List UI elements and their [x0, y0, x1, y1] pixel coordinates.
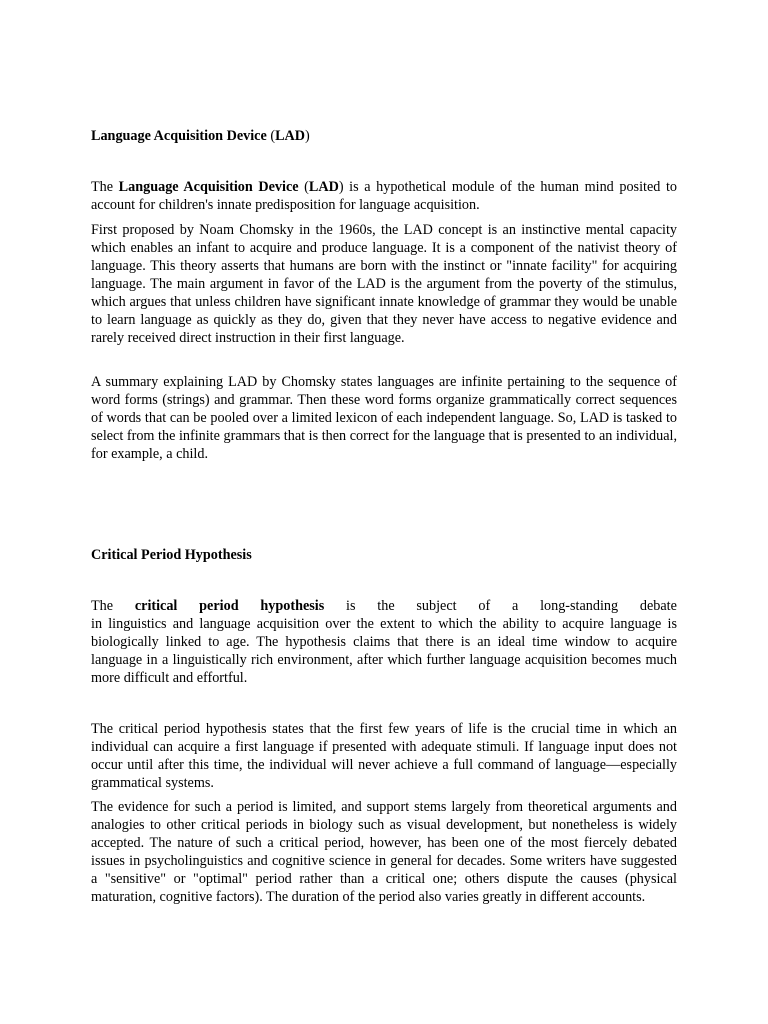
heading-lad-open: ( — [266, 128, 276, 144]
cp-p1-w11: debate — [639, 598, 677, 614]
cp-paragraph-1 — [91, 597, 677, 687]
cp-p1-w10: long-standing — [540, 598, 619, 614]
cp-p1-w4: hypothesis — [260, 598, 325, 614]
cp-p1-w7: subject — [416, 598, 457, 614]
lad-paragraph-1 — [91, 178, 677, 214]
cp-p1-w1: The — [91, 598, 114, 614]
lad-p1-term: Language Acquisition Device — [118, 179, 299, 195]
lad-p1-abbr: LAD — [308, 179, 339, 195]
lad-paragraph-2: First proposed by Noam Chomsky in the 1960s, the LAD concept is an instinctive mental capacity which enables an infant to acquire and produce language. It is a component of the nativist theory of language. This theory asserts that humans are born with the instinct or "innate facility" for acquiring language. The main argument in favor of the LAD is the argument from the poverty of the stimulus, which argues that unless children have significant innate knowledge of grammar they would be unable to learn language as quickly as they do, given that they never have access to negative evidence and rarely received direct instruction in their first language. — [91, 222, 677, 346]
heading-lad-close: ) — [305, 128, 310, 144]
cp-p1-w3: period — [199, 598, 239, 614]
lad-p1-mid: ( — [298, 179, 309, 195]
heading-lad-text: Language Acquisition Device — [91, 128, 267, 144]
cp-paragraph-2: The critical period hypothesis states that the first few years of life is the crucial time in which an individual can acquire a first language if presented with adequate stimuli. If language input does not occur until after this time, the individual will never achieve a full command of language—especially grammatical systems. — [91, 721, 677, 791]
heading-lad — [91, 127, 310, 145]
lad-p1-pre: The — [91, 179, 119, 195]
cp-p1-w9: a — [511, 598, 519, 614]
cp-p1-w5: is — [346, 598, 356, 614]
lad-p1-rest: ) is a hypothetical module of the human mind posited to account for children's innate predisposition for language acquisition. — [91, 179, 677, 213]
heading-lad-abbr: LAD — [275, 128, 306, 144]
heading-critical-period: Critical Period Hypothesis — [91, 547, 252, 563]
cp-p1-rest: in linguistics and language acquisition over the extent to which the ability to acquire language is biologically linked to age. The hypothesis claims that there is an ideal time window to acquire language in a linguistically rich environment, after which further language acquisition becomes much more difficult and effortful. — [91, 616, 677, 686]
lad-paragraph-3: A summary explaining LAD by Chomsky states languages are infinite pertaining to the sequence of word forms (strings) and grammar. Then these word forms organize grammatically correct sequences of words that can be pooled over a limited lexicon of each independent language. So, LAD is tasked to select from the infinite grammars that is then correct for the language that is presented to an individual, for example, a child. — [91, 374, 677, 462]
cp-p1-w6: the — [377, 598, 395, 614]
cp-p1-w2: critical — [134, 598, 178, 614]
cp-paragraph-3: The evidence for such a period is limited, and support stems largely from theoretical arguments and analogies to other critical periods in biology such as visual development, but nonetheless is widely accepted. The nature of such a critical period, however, has been one of the most fiercely debated issues in psycholinguistics and cognitive science in general for decades. Some writers have suggested a "sensitive" or "optimal" period rather than a critical one; others dispute the causes (physical maturation, cognitive factors). The duration of the period also varies greatly in different accounts. — [91, 799, 677, 905]
cp-p1-first-line — [91, 597, 677, 615]
cp-p1-w8: of — [478, 598, 491, 614]
